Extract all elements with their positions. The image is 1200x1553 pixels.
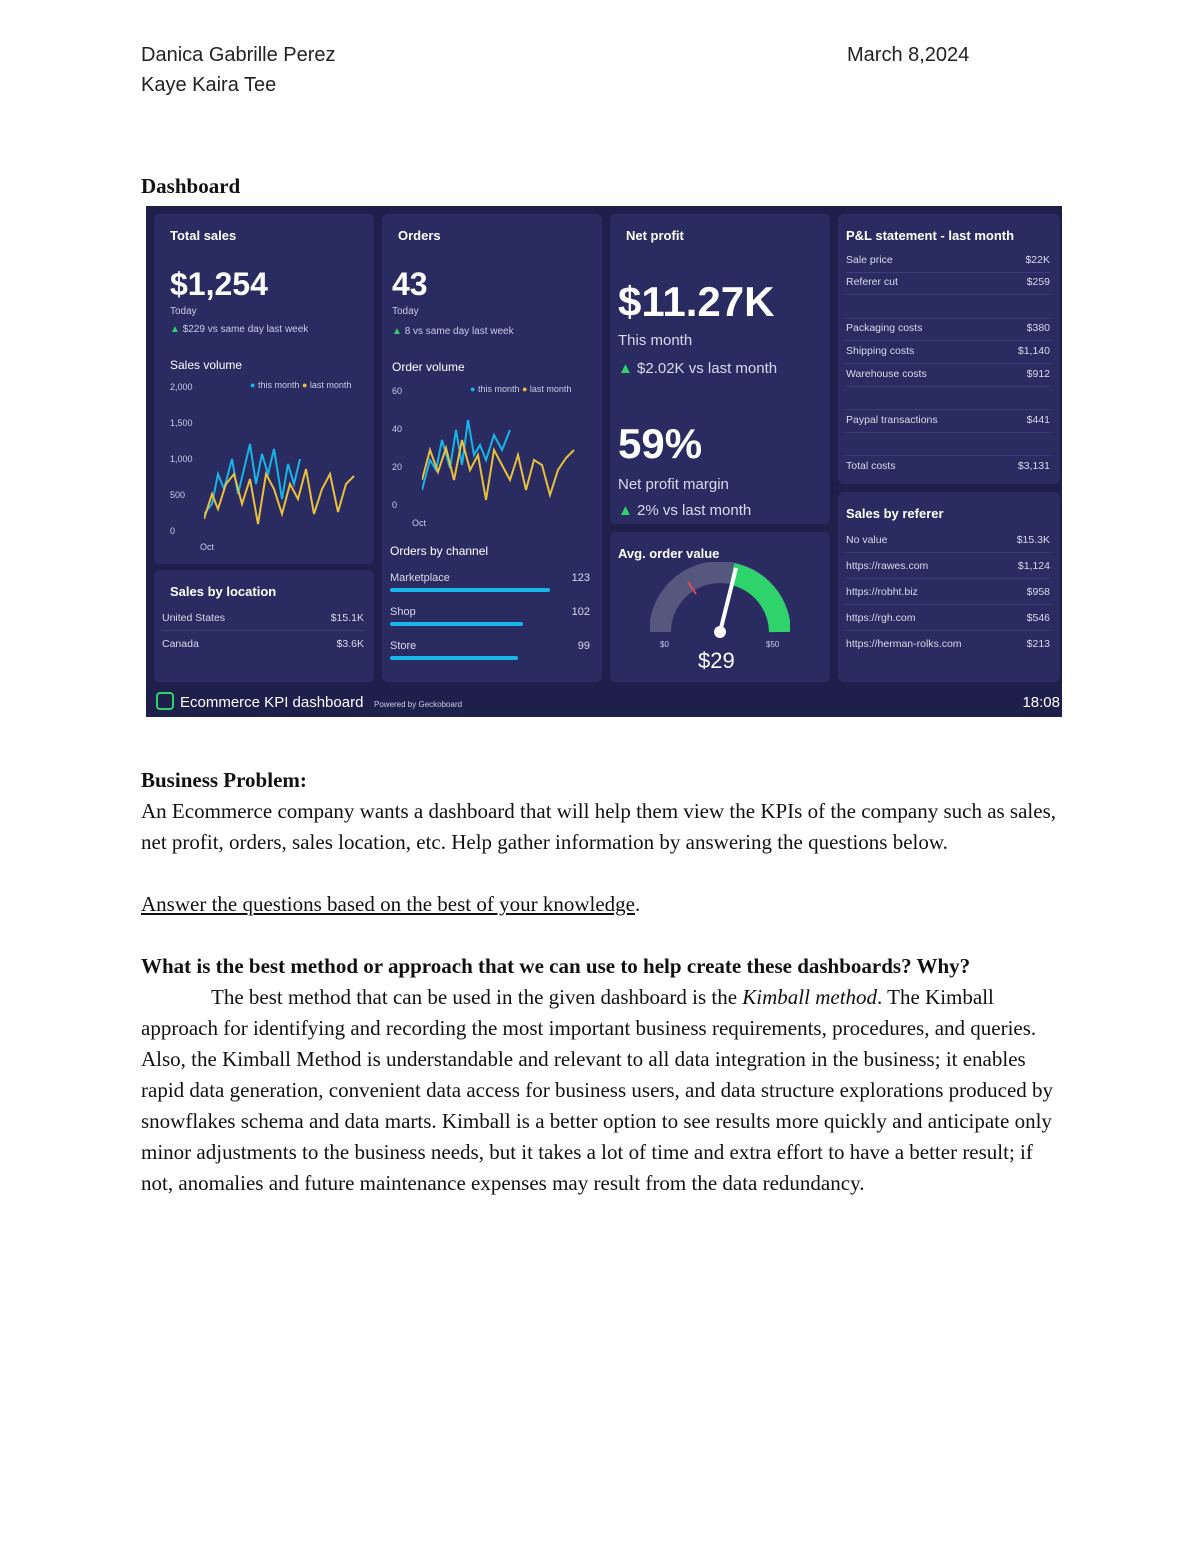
pl-row: Packaging costs $380 <box>846 318 1050 341</box>
chart-legend: ● this month ● last month <box>250 380 352 390</box>
total-sales-card <box>154 214 374 564</box>
referer-row: No value $15.3K <box>846 530 1050 553</box>
answer-paragraph: The best method that can be used in the given dashboard is the Kimball method. The Kimball approach for identifying and recording the most important business requirements, procedures, and queries. Also, the Kimball Method is understandable and relevant to all data integration in the business; it enables rapid data generation, convenient data access for business users, and data structure explorations produced by snowflakes schema and data marts. Kimball is a better option to see results more quickly and anticipate only minor adjustments to the business needs, but it takes a lot of time and extra effort to have a better result; if not, anomalies and future maintenance expenses may result from the data redundancy. <box>141 985 1054 1195</box>
y-tick: 60 <box>392 386 403 396</box>
sales-location-card <box>154 570 374 682</box>
up-arrow-icon: ▲ <box>618 502 638 519</box>
pl-row-empty <box>846 387 1050 410</box>
y-tick: 0 <box>392 500 398 510</box>
up-arrow-icon: ▲ <box>170 324 183 335</box>
series-last-month <box>422 440 574 500</box>
referer-row: https://rawes.com $1,124 <box>846 556 1050 579</box>
card-title: Sales by referer <box>846 506 944 521</box>
author-name-1: Danica Gabrille Perez <box>141 44 336 66</box>
card-title: P&L statement - last month <box>846 228 1015 243</box>
orders-card <box>382 214 602 682</box>
orders-by-channel-title: Orders by channel <box>390 544 489 558</box>
channel-bar <box>390 588 550 592</box>
period-label: This month <box>618 332 693 349</box>
orders-value: 43 <box>392 266 428 302</box>
business-problem-section <box>141 765 1061 1199</box>
business-problem-text: An Ecommerce company wants a dashboard that will help them view the KPIs of the company such as sales, net profit, orders, sales location, etc. Help gather information by answering the questions below. <box>141 799 1057 854</box>
card-title: Orders <box>398 228 441 243</box>
gauge-level <box>732 574 780 632</box>
channel-row: Shop 102 <box>390 606 590 618</box>
pl-row-empty <box>846 433 1050 456</box>
pl-row: Referer cut $259 <box>846 272 1050 295</box>
powered-by: Powered by Geckoboard <box>374 700 463 709</box>
card-title: Sales by location <box>170 584 277 599</box>
card-title: Total sales <box>170 228 237 243</box>
kpi-dashboard <box>146 206 1062 717</box>
document-date: March 8,2024 <box>847 44 970 66</box>
chart-title: Sales volume <box>170 358 243 372</box>
delta-text: ▲ 8 vs same day last week <box>392 326 514 337</box>
y-tick: 40 <box>392 424 403 434</box>
channel-bar <box>390 622 523 626</box>
period-label: Today <box>170 306 197 317</box>
chart-legend: ● this month ● last month <box>470 384 572 394</box>
geckoboard-logo-icon <box>156 692 174 710</box>
pl-row: Shipping costs $1,140 <box>846 341 1050 364</box>
y-tick: 0 <box>170 526 176 536</box>
channel-bar <box>390 656 518 660</box>
location-row: Canada $3.6K <box>162 638 364 650</box>
instruction-line: Answer the questions based on the best of your knowledge. <box>141 892 641 916</box>
pl-statement-card <box>838 214 1060 484</box>
pl-row: Sale price $22K <box>846 250 1050 273</box>
sales-referer-card <box>838 492 1060 682</box>
total-sales-value: $1,254 <box>170 266 268 302</box>
business-problem-heading: Business Problem: <box>141 768 307 792</box>
card-title: Net profit <box>626 228 684 243</box>
order-volume-chart <box>422 410 592 510</box>
pl-row-empty <box>846 296 1050 319</box>
x-label: Oct <box>200 542 215 552</box>
y-tick: 2,000 <box>170 382 193 392</box>
referer-row: https://robht.biz $958 <box>846 582 1050 605</box>
avg-order-value: $29 <box>698 648 735 673</box>
location-row: United States $15.1K <box>162 608 364 631</box>
y-tick: 1,000 <box>170 454 193 464</box>
delta-text: ▲ $2.02K vs last month <box>618 360 778 377</box>
y-tick: 1,500 <box>170 418 193 428</box>
referer-row: https://herman-rolks.com $213 <box>846 638 1050 650</box>
pl-row: Warehouse costs $912 <box>846 364 1050 387</box>
card-title: Avg. order value <box>618 546 720 561</box>
channel-row: Store 99 <box>390 640 590 652</box>
pl-row: Paypal transactions $441 <box>846 410 1050 433</box>
net-profit-value: $11.27K <box>618 278 775 325</box>
pl-row: Total costs $3,131 <box>846 460 1050 472</box>
gauge-min: $0 <box>660 640 669 649</box>
net-profit-card <box>610 214 830 524</box>
y-tick: 20 <box>392 462 403 472</box>
kimball-method-term: Kimball method <box>742 985 878 1009</box>
up-arrow-icon: ▲ <box>618 360 638 377</box>
dashboard-name: Ecommerce KPI dashboard <box>180 694 364 711</box>
section-title: Dashboard <box>141 174 241 198</box>
referer-row: https://rgh.com $546 <box>846 608 1050 631</box>
margin-value: 59% <box>618 420 703 467</box>
sales-volume-chart <box>204 414 364 534</box>
gauge-max: $50 <box>766 640 780 649</box>
author-name-2: Kaye Kaira Tee <box>141 74 277 96</box>
delta-text: ▲ $229 vs same day last week <box>170 324 309 335</box>
period-label: Today <box>392 306 419 317</box>
x-label: Oct <box>412 518 427 528</box>
chart-title: Order volume <box>392 360 465 374</box>
channel-row: Marketplace 123 <box>390 572 590 584</box>
y-tick: 500 <box>170 490 186 500</box>
up-arrow-icon: ▲ <box>392 326 405 337</box>
gauge-chart <box>650 562 790 642</box>
margin-label: Net profit margin <box>618 476 729 493</box>
margin-delta: ▲ 2% vs last month <box>618 502 752 519</box>
avg-order-card <box>610 532 830 682</box>
clock-time: 18:08 <box>1022 694 1060 711</box>
question-heading: What is the best method or approach that we can use to help create these dashboards? Why? <box>141 954 971 978</box>
